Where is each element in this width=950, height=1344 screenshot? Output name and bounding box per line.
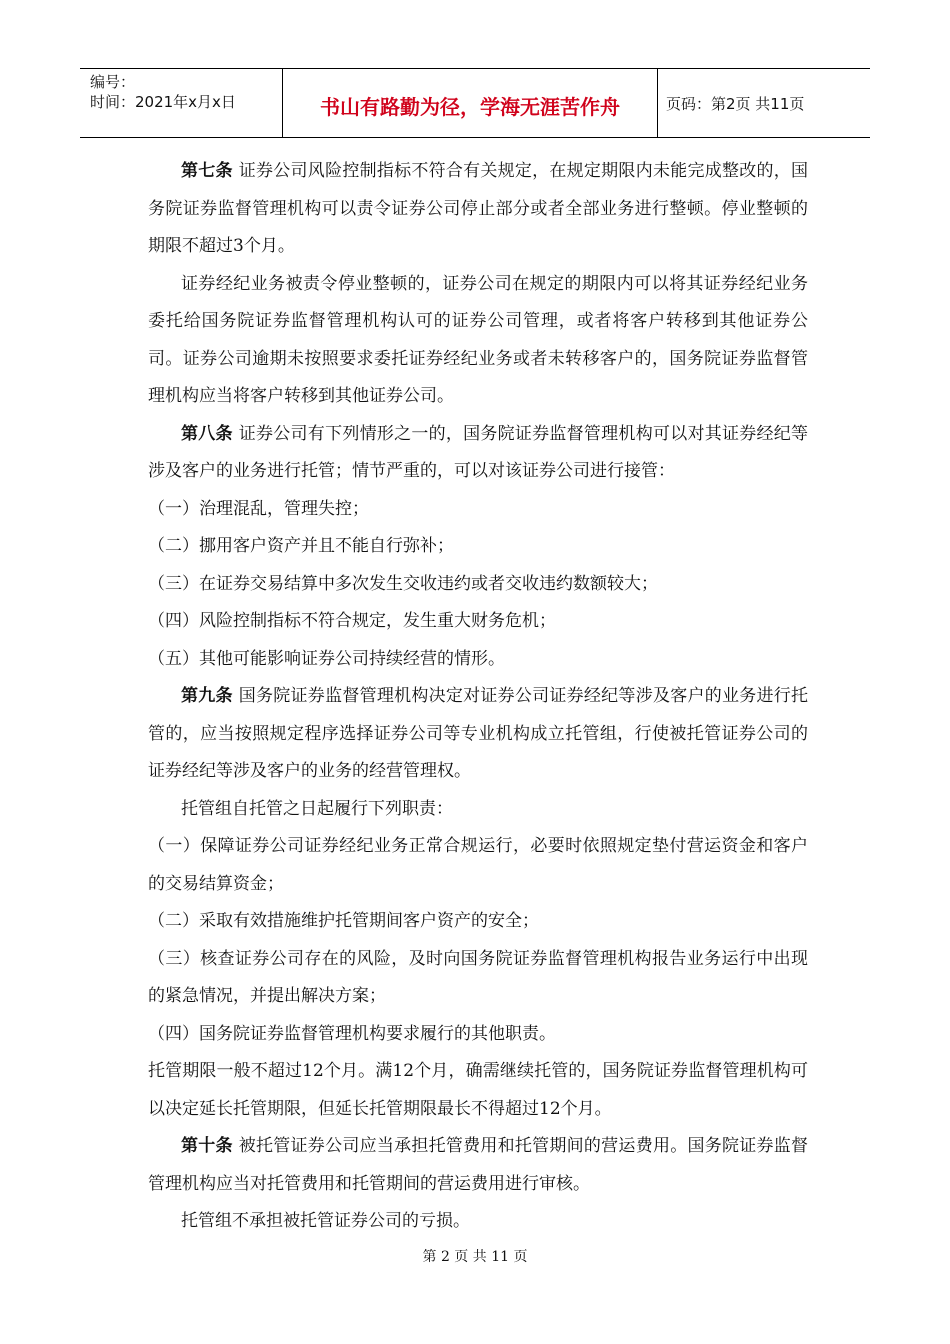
paragraph-text: 证券公司有下列情形之一的，国务院证券监督管理机构可以对其证券经纪等涉及客户的业务进行托管；情节严重的，可以对该证券公司进行接管： [148, 423, 809, 481]
article-heading: 第七条 [181, 161, 233, 181]
list-item [148, 941, 808, 1016]
list-item [148, 491, 808, 529]
document-time-label: 时间：2021年x月x日 [90, 93, 236, 111]
paragraph [148, 1053, 808, 1128]
article-heading: 第十条 [181, 1136, 233, 1156]
paragraph-text: （四）国务院证券监督管理机构要求履行的其他职责。 [148, 1023, 556, 1044]
paragraph-article-8 [148, 416, 808, 491]
article-heading: 第八条 [181, 423, 233, 444]
paragraph-text: 托管期限一般不超过12个月。满12个月，确需继续托管的，国务院证券监督管理机构可以决定延长托管期限，但延长托管期限最长不得超过12个月。 [148, 1061, 808, 1119]
paragraph-text: 国务院证券监督管理机构决定对证券公司证券经纪等涉及客户的业务进行托管的，应当按照规定程序选择证券公司等专业机构成立托管组，行使被托管证券公司的证券经纪等涉及客户的业务的经营管理权。 [148, 686, 809, 781]
paragraph-text: （三）在证券交易结算中多次发生交收违约或者交收违约数额较大； [148, 573, 658, 594]
paragraph-article-7 [148, 153, 808, 266]
header-page-cell [658, 69, 870, 137]
page-footer: 第 2 页 共 11 页 [422, 1249, 528, 1265]
document-code-label: 编号： [90, 73, 136, 91]
paragraph-text: 证券公司风险控制指标不符合有关规定，在规定期限内未能完成整改的，国务院证券监督管理机构可以责令证券公司停止部分或者全部业务进行整顿。停业整顿的期限不超过3个月。 [148, 161, 809, 256]
paragraph-text: （二）采取有效措施维护托管期间客户资产的安全； [148, 911, 539, 931]
paragraph-text: 被托管证券公司应当承担托管费用和托管期间的营运费用。国务院证券监督管理机构应当对托管费用和托管期间的营运费用进行审核。 [148, 1136, 809, 1194]
list-item [148, 641, 808, 679]
paragraph-text: （五）其他可能影响证券公司持续经营的情形。 [148, 648, 505, 669]
page-header [80, 68, 870, 138]
document-body [148, 153, 808, 1241]
paragraph-article-10 [148, 1128, 808, 1203]
paragraph-text: 托管组不承担被托管证券公司的亏损。 [181, 1211, 470, 1231]
header-motto: 书山有路勤为径，学海无涯苦作舟 [320, 95, 620, 119]
paragraph-text: （三）核查证券公司存在的风险，及时向国务院证券监督管理机构报告业务运行中出现的紧急情况，并提出解决方案； [148, 948, 808, 1006]
list-item [148, 528, 808, 566]
header-motto-cell [283, 69, 658, 137]
list-item [148, 566, 808, 604]
list-item [148, 903, 808, 941]
article-heading: 第九条 [181, 686, 233, 706]
list-item [148, 828, 808, 903]
header-info-cell [80, 69, 283, 137]
list-item [148, 603, 808, 641]
paragraph-text: （二）挪用客户资产并且不能自行弥补； [148, 536, 454, 556]
header-page-code: 页码：第2页 共11页 [666, 95, 805, 113]
paragraph [148, 1203, 808, 1241]
paragraph [148, 266, 808, 416]
paragraph-text: 托管组自托管之日起履行下列职责： [181, 798, 453, 819]
paragraph-text: 证券经纪业务被责令停业整顿的，证券公司在规定的期限内可以将其证券经纪业务委托给国务院证券监督管理机构认可的证券公司管理，或者将客户转移到其他证券公司。证券公司逾期未按照要求委托证券经纪业务或者未转移客户的，国务院证券监督管理机构应当将客户转移到其他证券公司。 [148, 273, 808, 406]
list-item [148, 1016, 808, 1054]
paragraph-text: （一）保障证券公司证券经纪业务正常合规运行，必要时依照规定垫付营运资金和客户的交易结算资金； [148, 836, 808, 894]
paragraph-text: （四）风险控制指标不符合规定，发生重大财务危机； [148, 611, 556, 631]
paragraph [148, 791, 808, 829]
paragraph-article-9 [148, 678, 808, 791]
paragraph-text: （一）治理混乱，管理失控； [148, 498, 369, 519]
